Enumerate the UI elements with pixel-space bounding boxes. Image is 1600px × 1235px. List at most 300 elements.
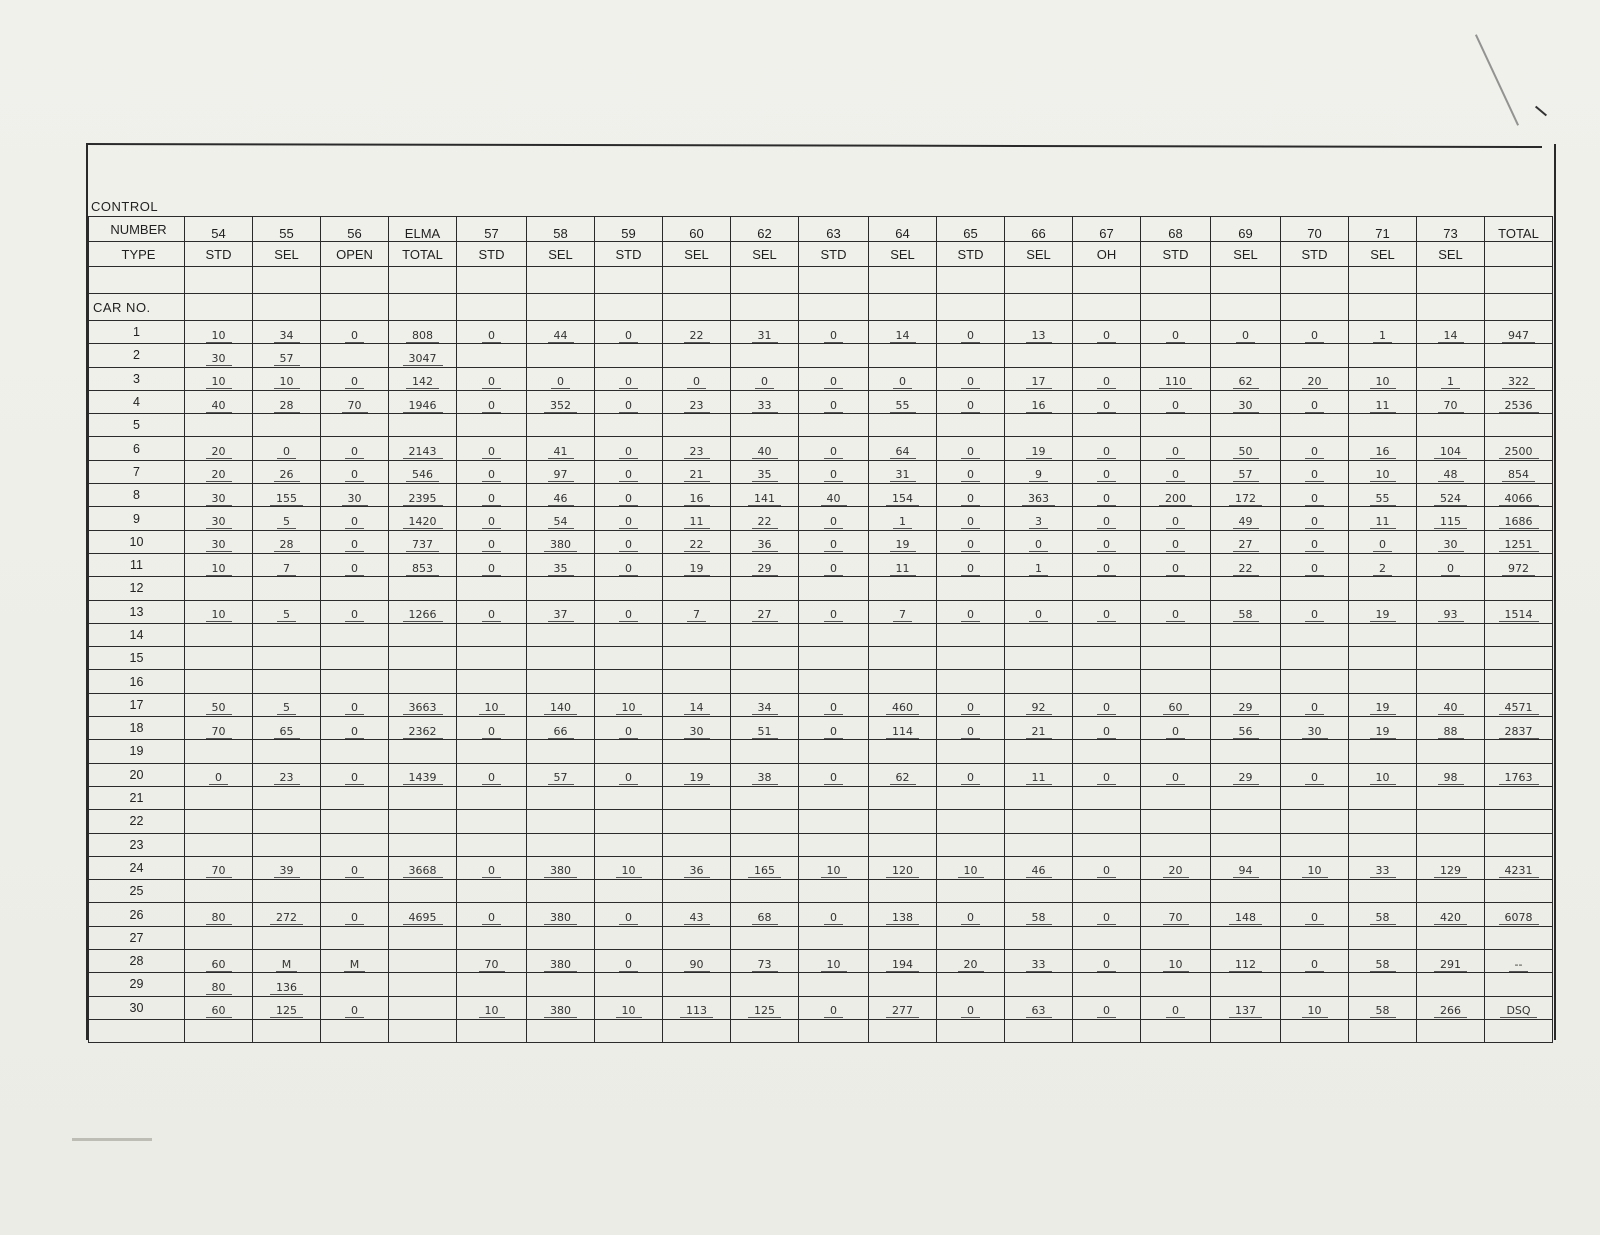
table-cell	[937, 996, 1005, 1019]
table-cell	[869, 833, 937, 856]
handwritten-value: 0	[824, 911, 843, 925]
handwritten-value: 54	[548, 515, 574, 529]
table-row	[89, 414, 1553, 437]
table-cell	[1349, 530, 1417, 553]
table-cell	[527, 926, 595, 949]
table-cell	[1141, 437, 1211, 460]
table-cell	[1281, 693, 1349, 716]
handwritten-value: 141	[748, 492, 781, 506]
table-cell	[1141, 926, 1211, 949]
table-cell	[457, 670, 527, 693]
handwritten-value: 5	[277, 515, 296, 529]
handwritten-value: 1514	[1499, 608, 1539, 622]
blank-cell	[457, 1019, 527, 1042]
table-cell	[389, 390, 457, 413]
table-cell	[937, 740, 1005, 763]
table-cell	[527, 600, 595, 623]
table-cell	[185, 973, 253, 996]
table-cell	[185, 647, 253, 670]
table-cell	[1005, 577, 1073, 600]
table-cell	[663, 553, 731, 576]
table-cell	[1417, 530, 1485, 553]
car-number-cell: 4	[89, 390, 185, 413]
table-cell	[731, 670, 799, 693]
table-cell	[1073, 763, 1141, 786]
table-cell	[457, 577, 527, 600]
table-cell	[253, 833, 321, 856]
handwritten-value: 0	[345, 329, 364, 343]
handwritten-value: 0	[551, 375, 570, 389]
table-cell	[389, 856, 457, 879]
table-cell	[1005, 880, 1073, 903]
column-type-header: SEL	[253, 242, 321, 267]
table-cell	[1211, 903, 1281, 926]
table-cell	[731, 693, 799, 716]
table-cell	[663, 344, 731, 367]
table-cell	[731, 647, 799, 670]
table-cell	[1417, 996, 1485, 1019]
handwritten-value: 0	[482, 562, 501, 576]
table-cell	[937, 623, 1005, 646]
table-cell	[595, 670, 663, 693]
table-cell	[1141, 786, 1211, 809]
table-cell	[1485, 484, 1553, 507]
handwritten-value: 10	[206, 329, 232, 343]
handwritten-value: 0	[1305, 445, 1324, 459]
table-cell	[869, 926, 937, 949]
blank-cell	[1005, 294, 1073, 321]
handwritten-value: 0	[482, 725, 501, 739]
table-cell	[1485, 390, 1553, 413]
handwritten-value: 136	[270, 981, 303, 995]
table-cell	[1281, 856, 1349, 879]
table-cell	[595, 321, 663, 344]
table-cell	[1349, 950, 1417, 973]
table-cell	[527, 810, 595, 833]
table-cell	[527, 996, 595, 1019]
column-number-header: 63	[799, 217, 869, 242]
car-number-cell: 23	[89, 833, 185, 856]
table-cell	[1485, 950, 1553, 973]
handwritten-value: 0	[824, 725, 843, 739]
handwritten-value: 3663	[403, 701, 443, 715]
handwritten-value: 0	[1097, 399, 1116, 413]
table-cell	[1005, 623, 1073, 646]
blank-cell	[1281, 294, 1349, 321]
table-cell	[663, 460, 731, 483]
handwritten-value: 29	[752, 562, 778, 576]
table-cell	[527, 507, 595, 530]
table-cell	[1417, 414, 1485, 437]
column-number-header: 59	[595, 217, 663, 242]
table-cell	[1005, 786, 1073, 809]
table-cell	[1211, 623, 1281, 646]
car-number-cell: 30	[89, 996, 185, 1019]
handwritten-value: 0	[619, 445, 638, 459]
table-cell	[1211, 856, 1281, 879]
table-cell	[595, 880, 663, 903]
car-no-label: CAR NO.	[89, 294, 185, 321]
handwritten-value: 10	[616, 864, 642, 878]
table-cell	[595, 623, 663, 646]
table-cell	[731, 344, 799, 367]
table-cell	[185, 717, 253, 740]
table-cell	[389, 507, 457, 530]
blank-cell	[321, 1019, 389, 1042]
table-cell	[1417, 507, 1485, 530]
handwritten-value: 0	[482, 468, 501, 482]
handwritten-value: 0	[482, 492, 501, 506]
handwritten-value: 1946	[403, 399, 443, 413]
handwritten-value: 10	[1302, 1004, 1328, 1018]
table-cell	[389, 950, 457, 973]
blank-cell	[253, 294, 321, 321]
table-cell	[527, 460, 595, 483]
table-cell	[869, 623, 937, 646]
table-cell	[185, 903, 253, 926]
blank-cell	[1485, 1019, 1553, 1042]
table-cell	[1349, 693, 1417, 716]
car-number-cell: 19	[89, 740, 185, 763]
table-cell	[389, 786, 457, 809]
blank-cell	[1211, 267, 1281, 294]
handwritten-value: 29	[1233, 771, 1259, 785]
table-cell	[595, 647, 663, 670]
table-cell	[1417, 460, 1485, 483]
handwritten-value: 56	[1233, 725, 1259, 739]
column-number-header: 65	[937, 217, 1005, 242]
handwritten-value: 13	[1026, 329, 1052, 343]
table-cell	[1211, 577, 1281, 600]
table-cell	[253, 717, 321, 740]
handwritten-value: 0	[1166, 562, 1185, 576]
column-number-header: TOTAL	[1485, 217, 1553, 242]
table-cell	[1349, 484, 1417, 507]
table-cell	[1281, 507, 1349, 530]
blank-cell	[595, 1019, 663, 1042]
table-cell	[731, 321, 799, 344]
handwritten-value: 0	[1097, 445, 1116, 459]
table-cell	[595, 390, 663, 413]
table-cell	[731, 763, 799, 786]
table-cell	[595, 996, 663, 1019]
table-cell	[1211, 530, 1281, 553]
table-cell	[663, 856, 731, 879]
blank-cell	[663, 267, 731, 294]
handwritten-value: 0	[1305, 492, 1324, 506]
table-cell	[253, 484, 321, 507]
handwritten-value: 0	[961, 562, 980, 576]
table-cell	[1281, 950, 1349, 973]
table-cell	[869, 670, 937, 693]
table-cell	[1073, 460, 1141, 483]
table-cell	[937, 903, 1005, 926]
handwritten-value: 0	[1097, 771, 1116, 785]
table-cell	[869, 321, 937, 344]
table-cell	[389, 717, 457, 740]
table-cell	[937, 810, 1005, 833]
table-cell	[1417, 623, 1485, 646]
blank-cell	[1417, 267, 1485, 294]
table-cell	[799, 717, 869, 740]
number-label: NUMBER	[89, 217, 185, 242]
header-row-number	[89, 217, 1553, 242]
table-cell	[253, 321, 321, 344]
table-cell	[1211, 553, 1281, 576]
handwritten-value: 34	[752, 701, 778, 715]
table-cell	[457, 693, 527, 716]
table-cell	[799, 996, 869, 1019]
table-cell	[1417, 600, 1485, 623]
table-cell	[253, 367, 321, 390]
car-no-row	[89, 294, 1553, 321]
table-cell	[1141, 484, 1211, 507]
table-cell	[1417, 367, 1485, 390]
handwritten-value: 20	[206, 468, 232, 482]
table-cell	[253, 903, 321, 926]
table-cell	[389, 553, 457, 576]
handwritten-value: 10	[206, 562, 232, 576]
table-cell	[185, 856, 253, 879]
handwritten-value: 0	[482, 329, 501, 343]
table-row	[89, 810, 1553, 833]
car-number-cell: 25	[89, 880, 185, 903]
table-cell	[185, 950, 253, 973]
column-type-header: SEL	[1005, 242, 1073, 267]
table-cell	[937, 926, 1005, 949]
handwritten-value: 55	[890, 399, 916, 413]
table-cell	[457, 460, 527, 483]
handwritten-value: 28	[274, 399, 300, 413]
table-cell	[1485, 973, 1553, 996]
handwritten-value: 0	[1097, 515, 1116, 529]
table-cell	[1417, 390, 1485, 413]
table-cell	[457, 321, 527, 344]
handwritten-value: 0	[345, 445, 364, 459]
table-cell	[389, 926, 457, 949]
handwritten-value: 35	[752, 468, 778, 482]
handwritten-value: 40	[752, 445, 778, 459]
table-cell	[1005, 833, 1073, 856]
handwritten-value: 22	[684, 329, 710, 343]
handwritten-value: 0	[1166, 608, 1185, 622]
table-cell	[595, 763, 663, 786]
table-cell	[731, 903, 799, 926]
table-cell	[321, 786, 389, 809]
table-cell	[457, 833, 527, 856]
handwritten-value: 11	[1370, 399, 1396, 413]
table-cell	[1281, 437, 1349, 460]
table-cell	[1485, 693, 1553, 716]
table-cell	[1417, 693, 1485, 716]
table-cell	[185, 530, 253, 553]
column-number-header: 62	[731, 217, 799, 242]
table-cell	[663, 670, 731, 693]
blank-cell	[799, 267, 869, 294]
handwritten-value: 80	[206, 911, 232, 925]
handwritten-value: 0	[1166, 771, 1185, 785]
table-cell	[869, 903, 937, 926]
handwritten-value: 70	[479, 958, 505, 972]
table-cell	[253, 647, 321, 670]
table-cell	[595, 553, 663, 576]
handwritten-value: 49	[1233, 515, 1259, 529]
table-cell	[731, 926, 799, 949]
handwritten-value: 0	[1097, 911, 1116, 925]
table-cell	[1417, 926, 1485, 949]
column-type-header: STD	[1141, 242, 1211, 267]
handwritten-value: 0	[619, 329, 638, 343]
table-cell	[253, 973, 321, 996]
table-cell	[595, 973, 663, 996]
table-cell	[1485, 880, 1553, 903]
handwritten-value: 0	[961, 329, 980, 343]
table-row	[89, 880, 1553, 903]
handwritten-value: 22	[684, 538, 710, 552]
table-cell	[1211, 786, 1281, 809]
table-cell	[731, 390, 799, 413]
table-cell	[1485, 786, 1553, 809]
table-cell	[321, 693, 389, 716]
table-cell	[457, 390, 527, 413]
handwritten-value: 200	[1159, 492, 1192, 506]
handwritten-value: 7	[893, 608, 912, 622]
car-number-cell: 1	[89, 321, 185, 344]
table-cell	[1211, 670, 1281, 693]
handwritten-value: 0	[345, 701, 364, 715]
table-cell	[1073, 367, 1141, 390]
table-cell	[1417, 880, 1485, 903]
control-label: CONTROL	[91, 199, 159, 214]
handwritten-value: 0	[824, 375, 843, 389]
blank-cell	[185, 1019, 253, 1042]
table-cell	[253, 670, 321, 693]
handwritten-value: 58	[1370, 911, 1396, 925]
table-cell	[731, 507, 799, 530]
table-cell	[1073, 647, 1141, 670]
handwritten-value: 10	[1370, 468, 1396, 482]
table-cell	[1417, 553, 1485, 576]
table-cell	[731, 740, 799, 763]
column-number-header: 56	[321, 217, 389, 242]
handwritten-value: 19	[1026, 445, 1052, 459]
handwritten-value: 0	[345, 468, 364, 482]
table-cell	[1073, 530, 1141, 553]
handwritten-value: 4231	[1499, 864, 1539, 878]
table-cell	[389, 903, 457, 926]
table-cell	[1485, 577, 1553, 600]
table-cell	[527, 367, 595, 390]
handwritten-value: 11	[1026, 771, 1052, 785]
table-cell	[527, 670, 595, 693]
blank-cell	[595, 267, 663, 294]
table-cell	[799, 507, 869, 530]
table-cell	[869, 717, 937, 740]
table-cell	[1417, 950, 1485, 973]
table-cell	[389, 996, 457, 1019]
table-cell	[595, 577, 663, 600]
handwritten-value: 70	[1438, 399, 1464, 413]
blank-cell	[869, 267, 937, 294]
table-cell	[527, 693, 595, 716]
table-cell	[1073, 856, 1141, 879]
handwritten-value: 20	[206, 445, 232, 459]
table-cell	[527, 763, 595, 786]
handwritten-value: 60	[206, 1004, 232, 1018]
handwritten-value: 10	[958, 864, 984, 878]
column-type-header: STD	[595, 242, 663, 267]
handwritten-value: 39	[274, 864, 300, 878]
table-cell	[1349, 367, 1417, 390]
table-cell	[321, 647, 389, 670]
handwritten-value: 0	[345, 864, 364, 878]
handwritten-value: 277	[886, 1004, 919, 1018]
handwritten-value: 972	[1502, 562, 1535, 576]
table-cell	[869, 484, 937, 507]
table-cell	[663, 577, 731, 600]
handwritten-value: 20	[958, 958, 984, 972]
handwritten-value: 420	[1434, 911, 1467, 925]
blank-cell	[389, 1019, 457, 1042]
column-number-header: 66	[1005, 217, 1073, 242]
table-cell	[389, 484, 457, 507]
handwritten-value: 0	[824, 562, 843, 576]
table-cell	[1281, 367, 1349, 390]
table-cell	[1073, 973, 1141, 996]
table-cell	[253, 530, 321, 553]
handwritten-value: 104	[1434, 445, 1467, 459]
blank-cell	[527, 1019, 595, 1042]
handwritten-value: 10	[206, 375, 232, 389]
table-cell	[1281, 717, 1349, 740]
table-cell	[1211, 647, 1281, 670]
blank-row	[89, 1019, 1553, 1042]
table-cell	[527, 833, 595, 856]
table-cell	[457, 996, 527, 1019]
blank-cell	[663, 294, 731, 321]
table-row	[89, 763, 1553, 786]
handwritten-value: 140	[544, 701, 577, 715]
column-number-header: ELMA	[389, 217, 457, 242]
table-row	[89, 856, 1553, 879]
table-cell	[253, 344, 321, 367]
blank-cell	[731, 294, 799, 321]
table-cell	[457, 763, 527, 786]
handwritten-value: 853	[406, 562, 439, 576]
handwritten-value: 30	[684, 725, 710, 739]
table-cell	[457, 344, 527, 367]
handwritten-value: 16	[1026, 399, 1052, 413]
table-cell	[1005, 553, 1073, 576]
handwritten-value: 10	[821, 864, 847, 878]
handwritten-value: 0	[1236, 329, 1255, 343]
table-cell	[185, 460, 253, 483]
handwritten-value: 0	[1305, 701, 1324, 715]
handwritten-value: 16	[684, 492, 710, 506]
table-cell	[321, 973, 389, 996]
table-cell	[937, 763, 1005, 786]
table-cell	[1417, 717, 1485, 740]
handwritten-value: 1439	[403, 771, 443, 785]
table-cell	[731, 973, 799, 996]
table-cell	[1485, 856, 1553, 879]
handwritten-value: 92	[1026, 701, 1052, 715]
table-cell	[869, 647, 937, 670]
table-cell	[1281, 740, 1349, 763]
table-cell	[1005, 460, 1073, 483]
blank-cell	[527, 267, 595, 294]
table-cell	[1005, 507, 1073, 530]
